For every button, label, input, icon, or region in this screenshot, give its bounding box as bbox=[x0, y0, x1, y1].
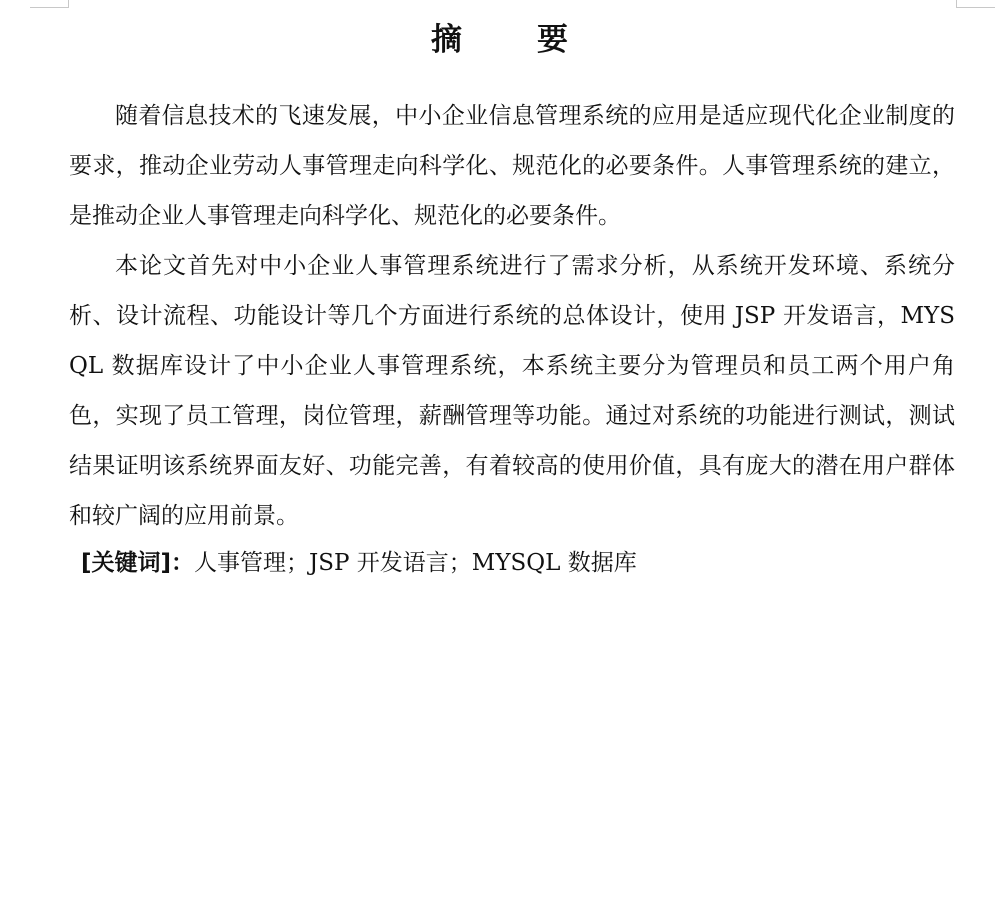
abstract-paragraph-2: 本论文首先对中小企业人事管理系统进行了需求分析，从系统开发环境、系统分析、设计流程、功能设计等几个方面进行系统的总体设计，使用 JSP 开发语言，MYSQL 数据库设计了中小企业人事管理系统，本系统主要分为管理员和员工两个用户角色，实现了员工管理，岗位管理，薪酬管理等功能。通过对系统的功能进行测试，测试结果证明该系统界面友好、功能完善，有着较高的使用价值，具有庞大的潜在用户群体和较广阔的应用前景。 bbox=[69, 253, 955, 529]
keywords-text: 人事管理；JSP 开发语言；MYSQL 数据库 bbox=[194, 550, 637, 576]
keywords-line bbox=[69, 541, 955, 585]
keywords-label: [关键词]： bbox=[81, 550, 195, 576]
crop-mark-top-right bbox=[956, 0, 995, 8]
crop-mark-top-left bbox=[30, 0, 69, 8]
abstract-body bbox=[69, 91, 955, 585]
abstract-paragraph-1: 随着信息技术的飞速发展，中小企业信息管理系统的应用是适应现代化企业制度的要求，推动企业劳动人事管理走向科学化、规范化的必要条件。人事管理系统的建立，是推动企业人事管理走向科学化、规范化的必要条件。 bbox=[69, 103, 955, 229]
abstract-title: 摘 要 bbox=[431, 22, 590, 58]
